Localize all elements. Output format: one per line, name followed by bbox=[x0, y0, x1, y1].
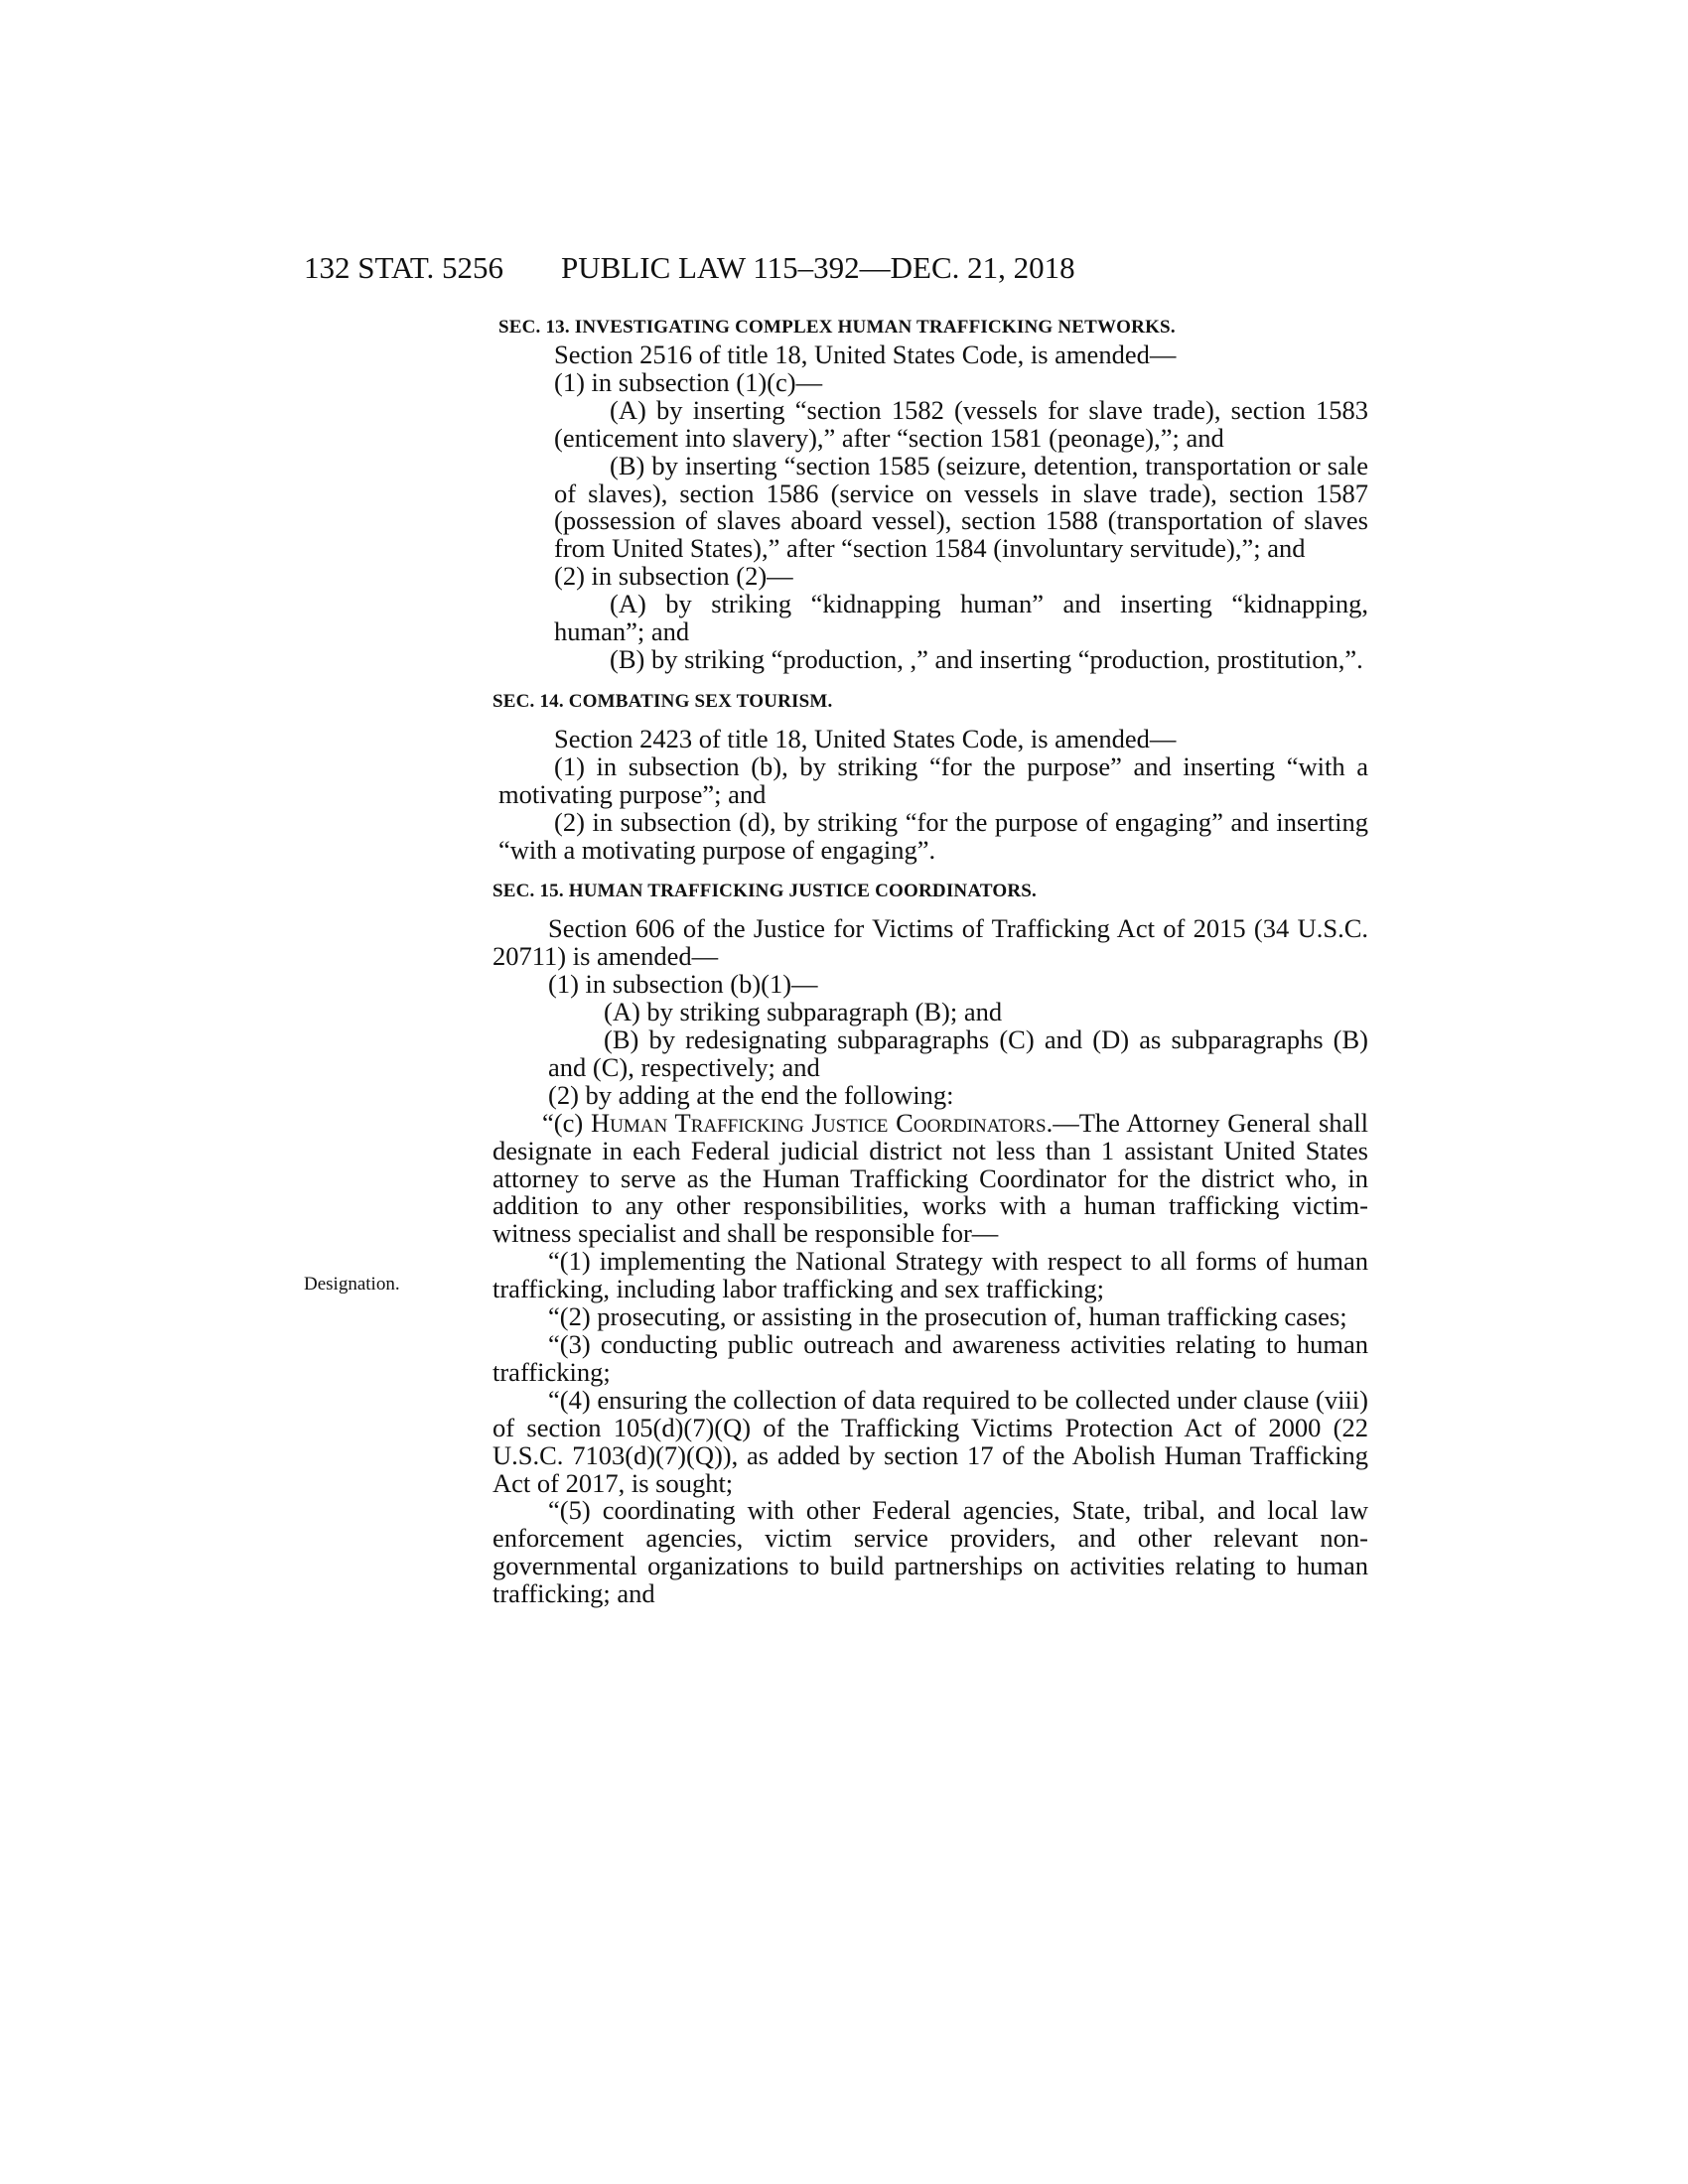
sec13-para-2B: (B) by striking “production, ,” and inserting “production, prostitution,”. bbox=[610, 643, 1363, 674]
subsection-c-caption: Human Trafficking Justice Coordinators bbox=[591, 1107, 1047, 1138]
public-law-citation: PUBLIC LAW 115–392—DEC. 21, 2018 bbox=[561, 250, 1075, 285]
sec13-para-1A: (A) by inserting “section 1582 (vessels for slave trade), section 1583 (enticement into slavery),” after “section 1581 (peonage),”; and bbox=[554, 394, 1368, 453]
sec15-intro: Section 606 of the Justice for Victims of Trafficking Act of 2015 (34 U.S.C. 20711) is amended— bbox=[492, 913, 1368, 972]
coordinator-duty-5: “(5) coordinating with other Federal agencies, State, tribal, and local law enforcement agencies, victim service providers, and other relevant non-governmental organizations to build partnerships on activities relating to human trafficking; and bbox=[492, 1495, 1368, 1609]
stat-page-number: 132 STAT. 5256 bbox=[304, 250, 504, 285]
sec13-para-1B: (B) by inserting “section 1585 (seizure, detention, transportation or sale of slaves), section 1586 (service on vessels in slave trade), section 1587 (possession of slaves aboard vessel), section 1588 (transportation of slaves from United States),” after “section 1584 (involuntary servitude),”; and bbox=[554, 450, 1368, 564]
subsection-c-prefix: “(c) bbox=[542, 1107, 591, 1138]
sec13-para-2A: (A) by striking “kidnapping human” and inserting “kidnapping, human”; and bbox=[554, 589, 1368, 647]
document-body bbox=[492, 316, 1368, 1609]
sec13-heading: SEC. 13. INVESTIGATING COMPLEX HUMAN TRAFFICKING NETWORKS. bbox=[498, 317, 1176, 338]
sec13-para-2: (2) in subsection (2)— bbox=[554, 561, 793, 592]
sec15-para-1B: (B) by redesignating subparagraphs (C) and (D) as subparagraphs (B) and (C), respectively; and bbox=[548, 1024, 1368, 1082]
margin-note-designation: Designation. bbox=[304, 1274, 400, 1295]
sec14-para-2: (2) in subsection (d), by striking “for the purpose of engaging” and inserting “with a motivating purpose of engaging”. bbox=[498, 806, 1368, 865]
sec14-heading: SEC. 14. COMBATING SEX TOURISM. bbox=[492, 690, 833, 712]
sec15-para-1: (1) in subsection (b)(1)— bbox=[548, 969, 818, 1000]
coordinator-duty-4: “(4) ensuring the collection of data required to be collected under clause (viii) of section 105(d)(7)(Q) of the Trafficking Victims Protection Act of 2000 (22 U.S.C. 7103(d)(7)(Q)), as added by section 17 of the Abolish Human Trafficking Act of 2017, is sought; bbox=[492, 1384, 1368, 1498]
coordinator-duty-1: “(1) implementing the National Strategy with respect to all forms of human trafficking, including labor trafficking and sex trafficking; bbox=[492, 1246, 1368, 1304]
sec13-intro: Section 2516 of title 18, United States Code, is amended— bbox=[554, 340, 1177, 369]
sec14-intro: Section 2423 of title 18, United States Code, is amended— bbox=[554, 723, 1177, 753]
sec15-subsection-c bbox=[492, 1107, 1368, 1249]
sec15-heading: SEC. 15. HUMAN TRAFFICKING JUSTICE COORDINATORS. bbox=[492, 881, 1038, 902]
sec15-para-2: (2) by adding at the end the following: bbox=[548, 1079, 954, 1110]
coordinator-duty-3: “(3) conducting public outreach and awareness activities relating to human trafficking; bbox=[492, 1329, 1368, 1387]
subsection-c-text: .—The Attorney General shall designate in each Federal judicial district not less than 1 assistant United States attorney to serve as the Human Trafficking Coordinator for the district who, in addition to any other responsibilities, works with a human trafficking victim-witness specialist and shall be responsible for— bbox=[492, 1107, 1368, 1249]
sec14-para-1: (1) in subsection (b), by striking “for the purpose” and inserting “with a motivating purpose”; and bbox=[498, 751, 1368, 809]
running-head bbox=[304, 248, 1217, 288]
coordinator-duty-2: “(2) prosecuting, or assisting in the prosecution of, human trafficking cases; bbox=[548, 1301, 1347, 1332]
sec13-para-1: (1) in subsection (1)(c)— bbox=[554, 366, 823, 397]
sec15-para-1A: (A) by striking subparagraph (B); and bbox=[604, 997, 1003, 1027]
